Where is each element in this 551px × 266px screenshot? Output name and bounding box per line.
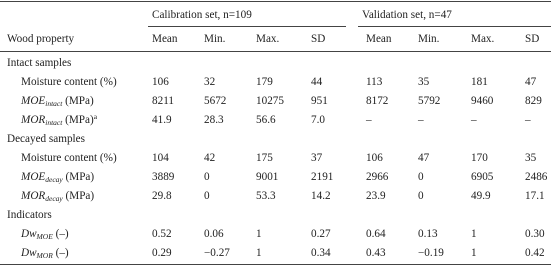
section-indicators: Indicators bbox=[7, 209, 52, 221]
col-header-max-cal: Max. bbox=[256, 33, 280, 45]
row-label: Moisture content (%) bbox=[21, 152, 117, 164]
cell-sd-val: 2486 bbox=[525, 171, 548, 183]
cell-min-val: 35 bbox=[418, 76, 430, 88]
label-subscript: MOR bbox=[36, 251, 53, 260]
cell-sd-cal: 37 bbox=[311, 152, 323, 164]
table-row bbox=[0, 94, 551, 110]
validation-underline bbox=[358, 26, 551, 27]
group-header-validation: Validation set, n=47 bbox=[362, 9, 452, 21]
cell-min-cal: 28.3 bbox=[204, 114, 224, 126]
cell-mean-val: 2966 bbox=[366, 171, 389, 183]
cell-mean-cal: 3889 bbox=[152, 171, 175, 183]
cell-min-cal: 32 bbox=[204, 76, 216, 88]
cell-mean-val: 0.64 bbox=[366, 228, 386, 240]
wood-property-header: Wood property bbox=[7, 33, 75, 45]
label-main: MOR bbox=[21, 114, 46, 126]
cell-min-cal: 0 bbox=[204, 190, 210, 202]
table-row bbox=[0, 113, 551, 129]
table-row bbox=[0, 151, 551, 167]
cell-mean-cal: 8211 bbox=[152, 95, 174, 107]
bottom-rule bbox=[0, 264, 551, 265]
col-header-sd-val: SD bbox=[525, 33, 540, 45]
row-label bbox=[21, 189, 94, 203]
cell-max-val: 6905 bbox=[471, 171, 494, 183]
cell-min-val: 0 bbox=[418, 190, 424, 202]
label-unit: (–) bbox=[52, 228, 69, 240]
cell-sd-cal: 2191 bbox=[311, 171, 334, 183]
cell-max-val: 170 bbox=[471, 152, 488, 164]
cell-mean-cal: 41.9 bbox=[152, 114, 172, 126]
cell-min-val: 47 bbox=[418, 152, 430, 164]
cell-mean-val: 8172 bbox=[366, 95, 389, 107]
cell-min-val: −0.19 bbox=[418, 247, 444, 259]
cell-sd-val: – bbox=[525, 114, 531, 126]
cell-min-cal: 42 bbox=[204, 152, 216, 164]
table-row bbox=[0, 170, 551, 186]
table-row bbox=[0, 246, 551, 262]
col-header-sd-cal: SD bbox=[311, 33, 326, 45]
cell-min-val: – bbox=[418, 114, 424, 126]
cell-sd-val: 35 bbox=[525, 152, 537, 164]
cell-max-val: 181 bbox=[471, 76, 488, 88]
section-intact: Intact samples bbox=[7, 57, 72, 69]
cell-sd-val: 47 bbox=[525, 76, 537, 88]
table-row bbox=[0, 189, 551, 205]
cell-mean-cal: 104 bbox=[152, 152, 169, 164]
row-label: Moisture content (%) bbox=[21, 76, 117, 88]
cell-min-cal: 5672 bbox=[204, 95, 227, 107]
cell-mean-val: 23.9 bbox=[366, 190, 386, 202]
label-main: MOR bbox=[21, 190, 46, 202]
cell-max-cal: 1 bbox=[256, 228, 262, 240]
cell-max-cal: 9001 bbox=[256, 171, 279, 183]
section-decayed: Decayed samples bbox=[7, 133, 85, 145]
cell-max-val: 1 bbox=[471, 228, 477, 240]
cell-mean-val: – bbox=[366, 114, 372, 126]
top-rule bbox=[0, 1, 551, 2]
header-bottom-rule bbox=[0, 51, 551, 52]
row-label bbox=[21, 94, 94, 108]
label-unit: (MPa) bbox=[62, 190, 95, 202]
label-main: Dw bbox=[21, 228, 37, 240]
row-label bbox=[21, 170, 94, 184]
label-main: Dw bbox=[21, 247, 37, 259]
row-label bbox=[21, 246, 69, 260]
cell-sd-cal: 14.2 bbox=[311, 190, 331, 202]
cell-sd-cal: 951 bbox=[311, 95, 328, 107]
cell-max-cal: 56.6 bbox=[256, 114, 276, 126]
cell-mean-val: 106 bbox=[366, 152, 383, 164]
cell-mean-val: 113 bbox=[366, 76, 383, 88]
calibration-underline bbox=[148, 26, 346, 27]
cell-max-val: 1 bbox=[471, 247, 477, 259]
cell-min-val: 5792 bbox=[418, 95, 441, 107]
col-header-mean-cal: Mean bbox=[152, 33, 178, 45]
cell-sd-val: 0.42 bbox=[525, 247, 545, 259]
label-subscript: intact bbox=[45, 118, 63, 127]
table-row bbox=[0, 75, 551, 91]
label-subscript: intact bbox=[45, 99, 63, 108]
label-subscript: decay bbox=[45, 194, 63, 203]
cell-mean-cal: 0.29 bbox=[152, 247, 172, 259]
cell-mean-cal: 106 bbox=[152, 76, 169, 88]
col-header-min-val: Min. bbox=[418, 33, 440, 45]
cell-max-val: – bbox=[471, 114, 477, 126]
label-subscript: decay bbox=[45, 175, 63, 184]
footnote-marker: a bbox=[93, 112, 98, 121]
table-row bbox=[0, 227, 551, 243]
cell-min-cal: 0.06 bbox=[204, 228, 224, 240]
cell-max-cal: 10275 bbox=[256, 95, 284, 107]
label-unit: (MPa) bbox=[62, 95, 94, 107]
cell-max-cal: 53.3 bbox=[256, 190, 276, 202]
cell-sd-cal: 44 bbox=[311, 76, 323, 88]
group-header-calibration: Calibration set, n=109 bbox=[152, 9, 252, 21]
cell-min-cal: −0.27 bbox=[204, 247, 230, 259]
cell-min-val: 0.13 bbox=[418, 228, 438, 240]
cell-sd-val: 17.1 bbox=[525, 190, 545, 202]
cell-min-cal: 0 bbox=[204, 171, 210, 183]
label-unit: (MPa) bbox=[62, 114, 94, 126]
row-label bbox=[21, 113, 97, 127]
label-main: MOE bbox=[21, 95, 46, 107]
cell-sd-val: 829 bbox=[525, 95, 542, 107]
cell-max-val: 49.9 bbox=[471, 190, 491, 202]
cell-sd-cal: 7.0 bbox=[311, 114, 325, 126]
cell-min-val: 0 bbox=[418, 171, 424, 183]
label-main: MOE bbox=[21, 171, 46, 183]
label-unit: (MPa) bbox=[62, 171, 95, 183]
cell-mean-val: 0.43 bbox=[366, 247, 386, 259]
cell-max-val: 9460 bbox=[471, 95, 494, 107]
cell-max-cal: 1 bbox=[256, 247, 262, 259]
col-header-mean-val: Mean bbox=[366, 33, 392, 45]
cell-max-cal: 179 bbox=[256, 76, 273, 88]
label-subscript: MOE bbox=[36, 232, 53, 241]
cell-max-cal: 175 bbox=[256, 152, 273, 164]
cell-sd-cal: 0.34 bbox=[311, 247, 331, 259]
cell-mean-cal: 29.8 bbox=[152, 190, 172, 202]
col-header-max-val: Max. bbox=[471, 33, 495, 45]
cell-mean-cal: 0.52 bbox=[152, 228, 172, 240]
cell-sd-cal: 0.27 bbox=[311, 228, 331, 240]
cell-sd-val: 0.30 bbox=[525, 228, 545, 240]
label-unit: (–) bbox=[52, 247, 69, 259]
col-header-min-cal: Min. bbox=[204, 33, 226, 45]
row-label bbox=[21, 227, 69, 241]
